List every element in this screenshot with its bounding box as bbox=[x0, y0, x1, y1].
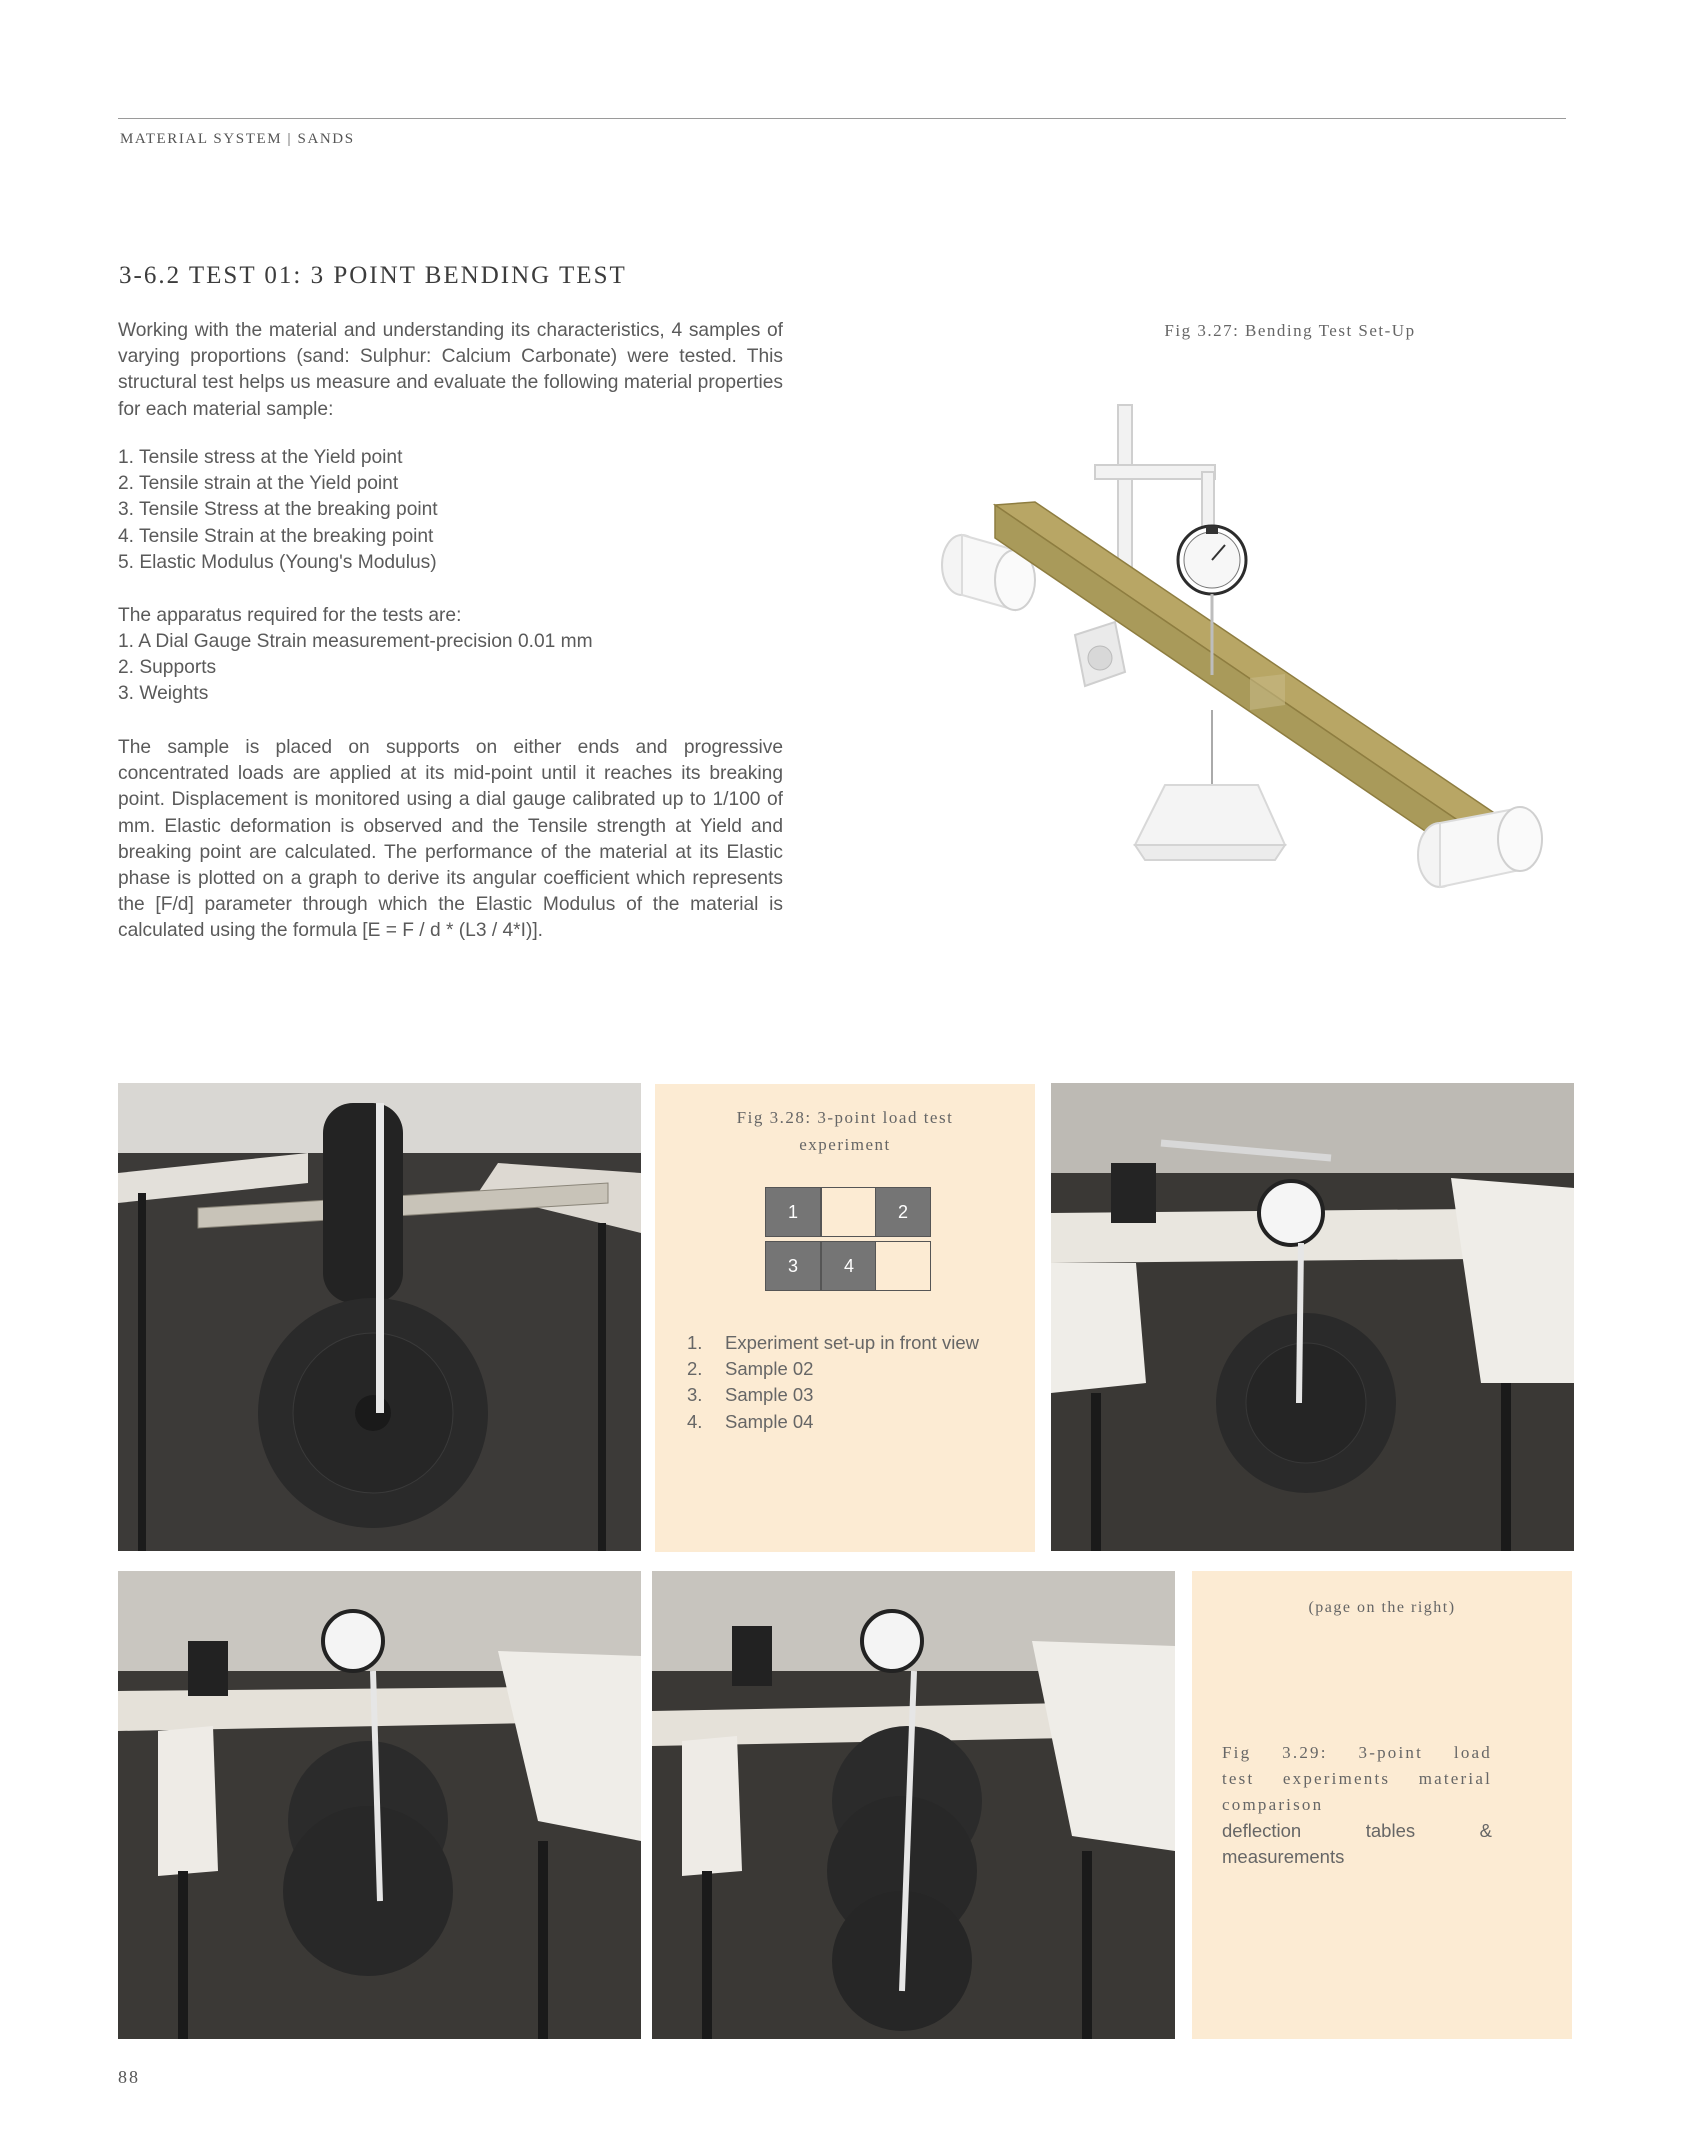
legend-num: 2. bbox=[687, 1358, 703, 1380]
fig-3-28-panel bbox=[655, 1084, 1035, 1552]
grid-cell: 1 bbox=[765, 1187, 821, 1237]
fig-3-28-legend bbox=[687, 1330, 979, 1435]
grid-cell: 2 bbox=[875, 1187, 931, 1237]
list-item: 5. Elastic Modulus (Young's Modulus) bbox=[118, 551, 437, 573]
fig-3-29-panel bbox=[1192, 1571, 1572, 2039]
legend-text: Sample 02 bbox=[725, 1358, 814, 1380]
apparatus-heading: The apparatus required for the tests are: bbox=[118, 605, 462, 626]
magnetic-base bbox=[1075, 622, 1125, 686]
intro-paragraph: Working with the material and understanding its characteristics, 4 samples of varying proportions (sand: Sulphur: Calcium Carbonate) were tested. This structural test helps us measure and evaluate the following material properties for each material sample: bbox=[118, 320, 783, 420]
method-paragraph: The sample is placed on supports on either ends and progressive concentrated loads are applied at its mid-point until it reaches its breaking point. Displacement is monitored using a dial gauge calibrated up to 1/100 of mm. Elastic deformation is observed and the Tensile strength at Yield and breaking point are calculated. The performance of the material at its Elastic phase is plotted on a graph to derive its angular coefficient which represents the [F/d] parameter through which the Elastic Modulus of the material is calculated using the formula [E = F / d * (L3 / 4*I)]. bbox=[118, 737, 783, 942]
running-header: MATERIAL SYSTEM | SANDS bbox=[120, 131, 355, 147]
page-number: 88 bbox=[118, 2067, 140, 2087]
list-item: 2. Supports bbox=[118, 657, 217, 679]
fig-3-29-caption bbox=[1222, 1740, 1492, 1870]
fig-3-29-line3: comparison bbox=[1222, 1795, 1324, 1814]
apparatus-list bbox=[118, 629, 783, 708]
legend-num: 4. bbox=[687, 1410, 703, 1432]
photo-experiment-front-view bbox=[118, 1083, 641, 1551]
grid-cell bbox=[875, 1241, 931, 1291]
grid-cell: 4 bbox=[821, 1241, 877, 1291]
page-reference-note: (page on the right) bbox=[1308, 1599, 1456, 1616]
photo-sample-03 bbox=[118, 1571, 641, 2039]
legend-item bbox=[687, 1330, 979, 1356]
photo-sample-02 bbox=[1051, 1083, 1574, 1551]
fig-3-29-line1: Fig 3.29: 3-point load bbox=[1222, 1743, 1492, 1762]
list-item: 4. Tensile Strain at the breaking point bbox=[118, 525, 434, 547]
grid-cell bbox=[821, 1187, 877, 1237]
list-item: 3. Tensile Stress at the breaking point bbox=[118, 499, 438, 521]
legend-item bbox=[687, 1409, 979, 1435]
legend-text: Sample 03 bbox=[725, 1384, 814, 1406]
section-title: 3-6.2 TEST 01: 3 POINT BENDING TEST bbox=[119, 262, 627, 289]
legend-item bbox=[687, 1382, 979, 1408]
fig-3-29-line5: measurements bbox=[1222, 1846, 1345, 1867]
fig-3-28-caption-line1: Fig 3.28: 3-point load test bbox=[736, 1108, 954, 1127]
fig-3-29-line2: test experiments material bbox=[1222, 1769, 1492, 1788]
list-item: 3. Weights bbox=[118, 683, 209, 705]
properties-list bbox=[118, 445, 783, 576]
list-item: 1. A Dial Gauge Strain measurement-precision 0.01 mm bbox=[118, 631, 593, 652]
list-item: 2. Tensile strain at the Yield point bbox=[118, 473, 399, 495]
fig-3-29-line4: deflection tables & bbox=[1222, 1820, 1492, 1841]
fig-3-28-caption bbox=[655, 1104, 1035, 1158]
legend-num: 3. bbox=[687, 1384, 703, 1406]
legend-item bbox=[687, 1356, 979, 1382]
legend-text: Sample 04 bbox=[725, 1410, 814, 1432]
list-item: 1. Tensile stress at the Yield point bbox=[118, 447, 403, 468]
hanging-weight bbox=[1135, 710, 1285, 860]
fig-3-27-caption: Fig 3.27: Bending Test Set-Up bbox=[1164, 321, 1416, 340]
legend-num: 1. bbox=[687, 1332, 703, 1353]
header-rule bbox=[118, 118, 1566, 119]
photo-layout-grid bbox=[765, 1187, 931, 1297]
legend-text: Experiment set-up in front view bbox=[725, 1332, 979, 1353]
fig-3-28-caption-line2: experiment bbox=[799, 1135, 891, 1154]
photo-sample-04 bbox=[652, 1571, 1175, 2039]
bending-test-diagram bbox=[940, 390, 1580, 935]
grid-cell: 3 bbox=[765, 1241, 821, 1291]
